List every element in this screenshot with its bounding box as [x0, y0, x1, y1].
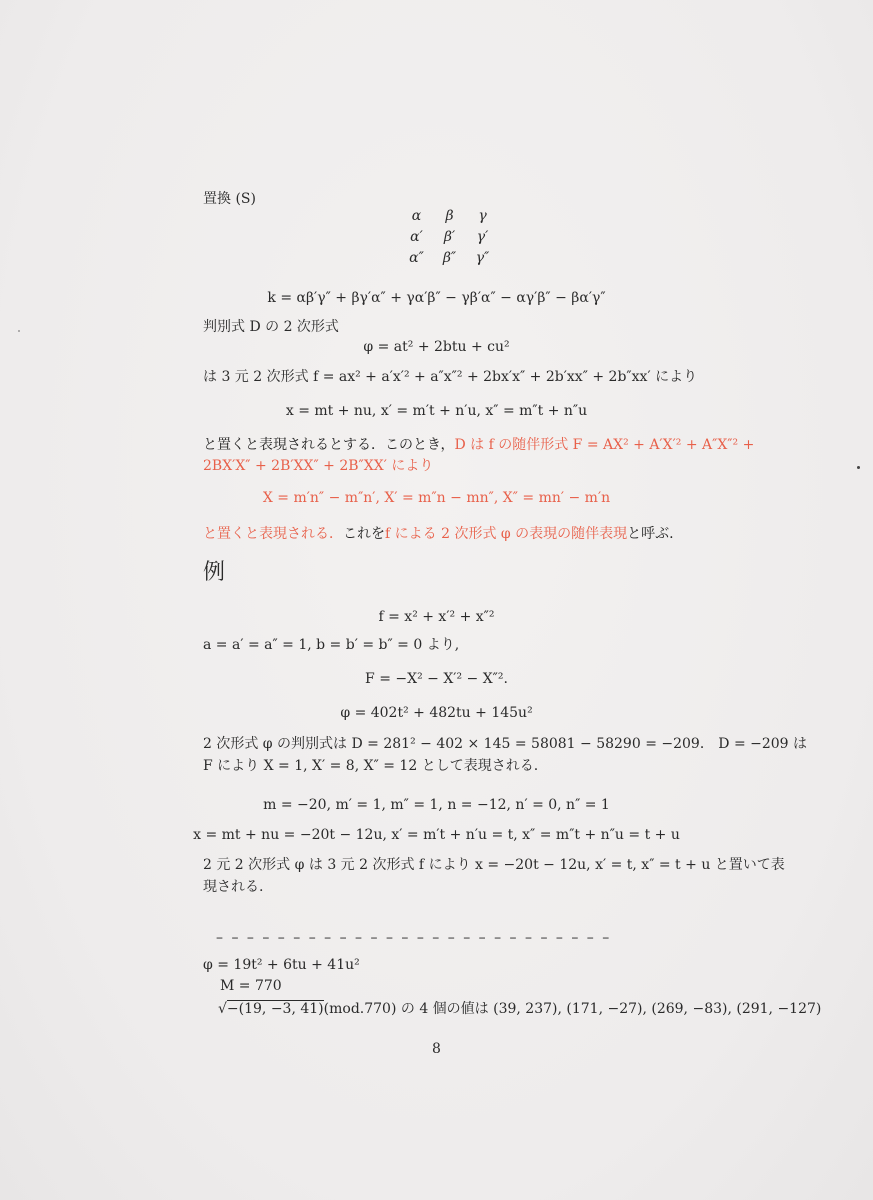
- example-text-4: 現される.: [203, 879, 264, 895]
- matrix-cell: γ: [478, 208, 487, 224]
- highlighted-text: f による 2 次形式 φ の表現の随伴表現: [385, 526, 628, 542]
- substitution-matrix: [400, 208, 500, 271]
- example-F: F = −X² − X′² − X″².: [365, 671, 508, 687]
- dashed-divider: – – – – – – – – – – – – – – – – – – – – – – – – – –: [216, 930, 612, 946]
- example-mn-values: m = −20, m′ = 1, m″ = 1, n = −12, n′ = 0, n″ = 1: [263, 797, 610, 813]
- equation-k: k = αβ′γ″ + βγ′α″ + γα′β″ − γβ′α″ − αγ′β″ − βα′γ″: [267, 290, 606, 306]
- scan-speck: [18, 330, 20, 332]
- equation-substitution: x = mt + nu, x′ = m′t + n′u, x″ = m″t + n″u: [285, 403, 588, 419]
- text-ternary-form: は 3 元 2 次形式 f = ax² + a′x′² + a″x″² + 2bx′x″ + 2b′xx″ + 2b″xx′ により: [203, 369, 698, 385]
- text-discriminant: 判別式 D の 2 次形式: [203, 319, 339, 335]
- matrix-cell: β: [445, 208, 454, 224]
- sqrt-symbol: √: [218, 1001, 227, 1017]
- sqrt-argument: −(19, −3, 41): [226, 1001, 324, 1017]
- note-sqrt-line: [218, 998, 821, 1018]
- equation-adjoint: X = m′n″ − m″n′, X′ = m″n − mn″, X″ = mn′ − m′n: [262, 490, 611, 506]
- paragraph-1-line-1: [203, 436, 754, 454]
- paragraph-text: これを: [343, 526, 385, 542]
- example-heading: 例: [203, 560, 226, 585]
- paragraph-text: と呼ぶ.: [627, 526, 674, 542]
- scan-speck: [857, 466, 860, 469]
- example-coefficients: a = a′ = a″ = 1, b = b′ = b″ = 0 より,: [203, 637, 460, 653]
- example-text-1: 2 次形式 φ の判別式は D = 281² − 402 × 145 = 58081 − 58290 = −209． D = −209 は: [203, 736, 808, 752]
- paragraph-1-line-2: 2BX′X″ + 2B′XX″ + 2B″XX′ により: [203, 458, 434, 474]
- matrix-cell: β″: [442, 250, 457, 266]
- matrix-cell: α″: [409, 250, 424, 266]
- note-M: M = 770: [220, 978, 282, 994]
- paragraph-text: と置くと表現されるとする．このとき，: [203, 437, 455, 453]
- matrix-row: [400, 229, 500, 250]
- highlighted-text: D は f の随伴形式 F = AX² + A′X′² + A″X″² +: [454, 437, 755, 453]
- equation-phi-general: φ = at² + 2btu + cu²: [363, 339, 510, 355]
- section-title: 置換 (S): [203, 191, 256, 207]
- example-x-values: x = mt + nu = −20t − 12u, x′ = m′t + n′u = t, x″ = m″t + n″u = t + u: [193, 827, 680, 843]
- matrix-cell: γ″: [475, 250, 490, 266]
- paragraph-2: [203, 525, 674, 543]
- matrix-cell: α: [411, 208, 422, 224]
- example-text-3: 2 元 2 次形式 φ は 3 元 2 次形式 f により x = −20t − 12u, x′ = t, x″ = t + u と置いて表: [203, 857, 785, 873]
- matrix-cell: β′: [443, 229, 456, 245]
- example-text-2: F により X = 1, X′ = 8, X″ = 12 として表現される.: [203, 758, 539, 774]
- example-f: f = x² + x′² + x″²: [378, 609, 495, 625]
- highlighted-text: と置くと表現される．: [203, 526, 343, 542]
- sqrt-rest: (mod.770) の 4 個の値は (39, 237), (171, −27), (269, −83), (291, −127): [323, 1001, 822, 1017]
- matrix-cell: γ′: [476, 229, 489, 245]
- example-phi: φ = 402t² + 482tu + 145u²: [340, 705, 533, 721]
- matrix-row: [400, 208, 500, 229]
- matrix-row: [400, 250, 500, 271]
- page-number: 8: [432, 1041, 441, 1057]
- matrix-cell: α′: [410, 229, 423, 245]
- note-phi: φ = 19t² + 6tu + 41u²: [203, 957, 360, 973]
